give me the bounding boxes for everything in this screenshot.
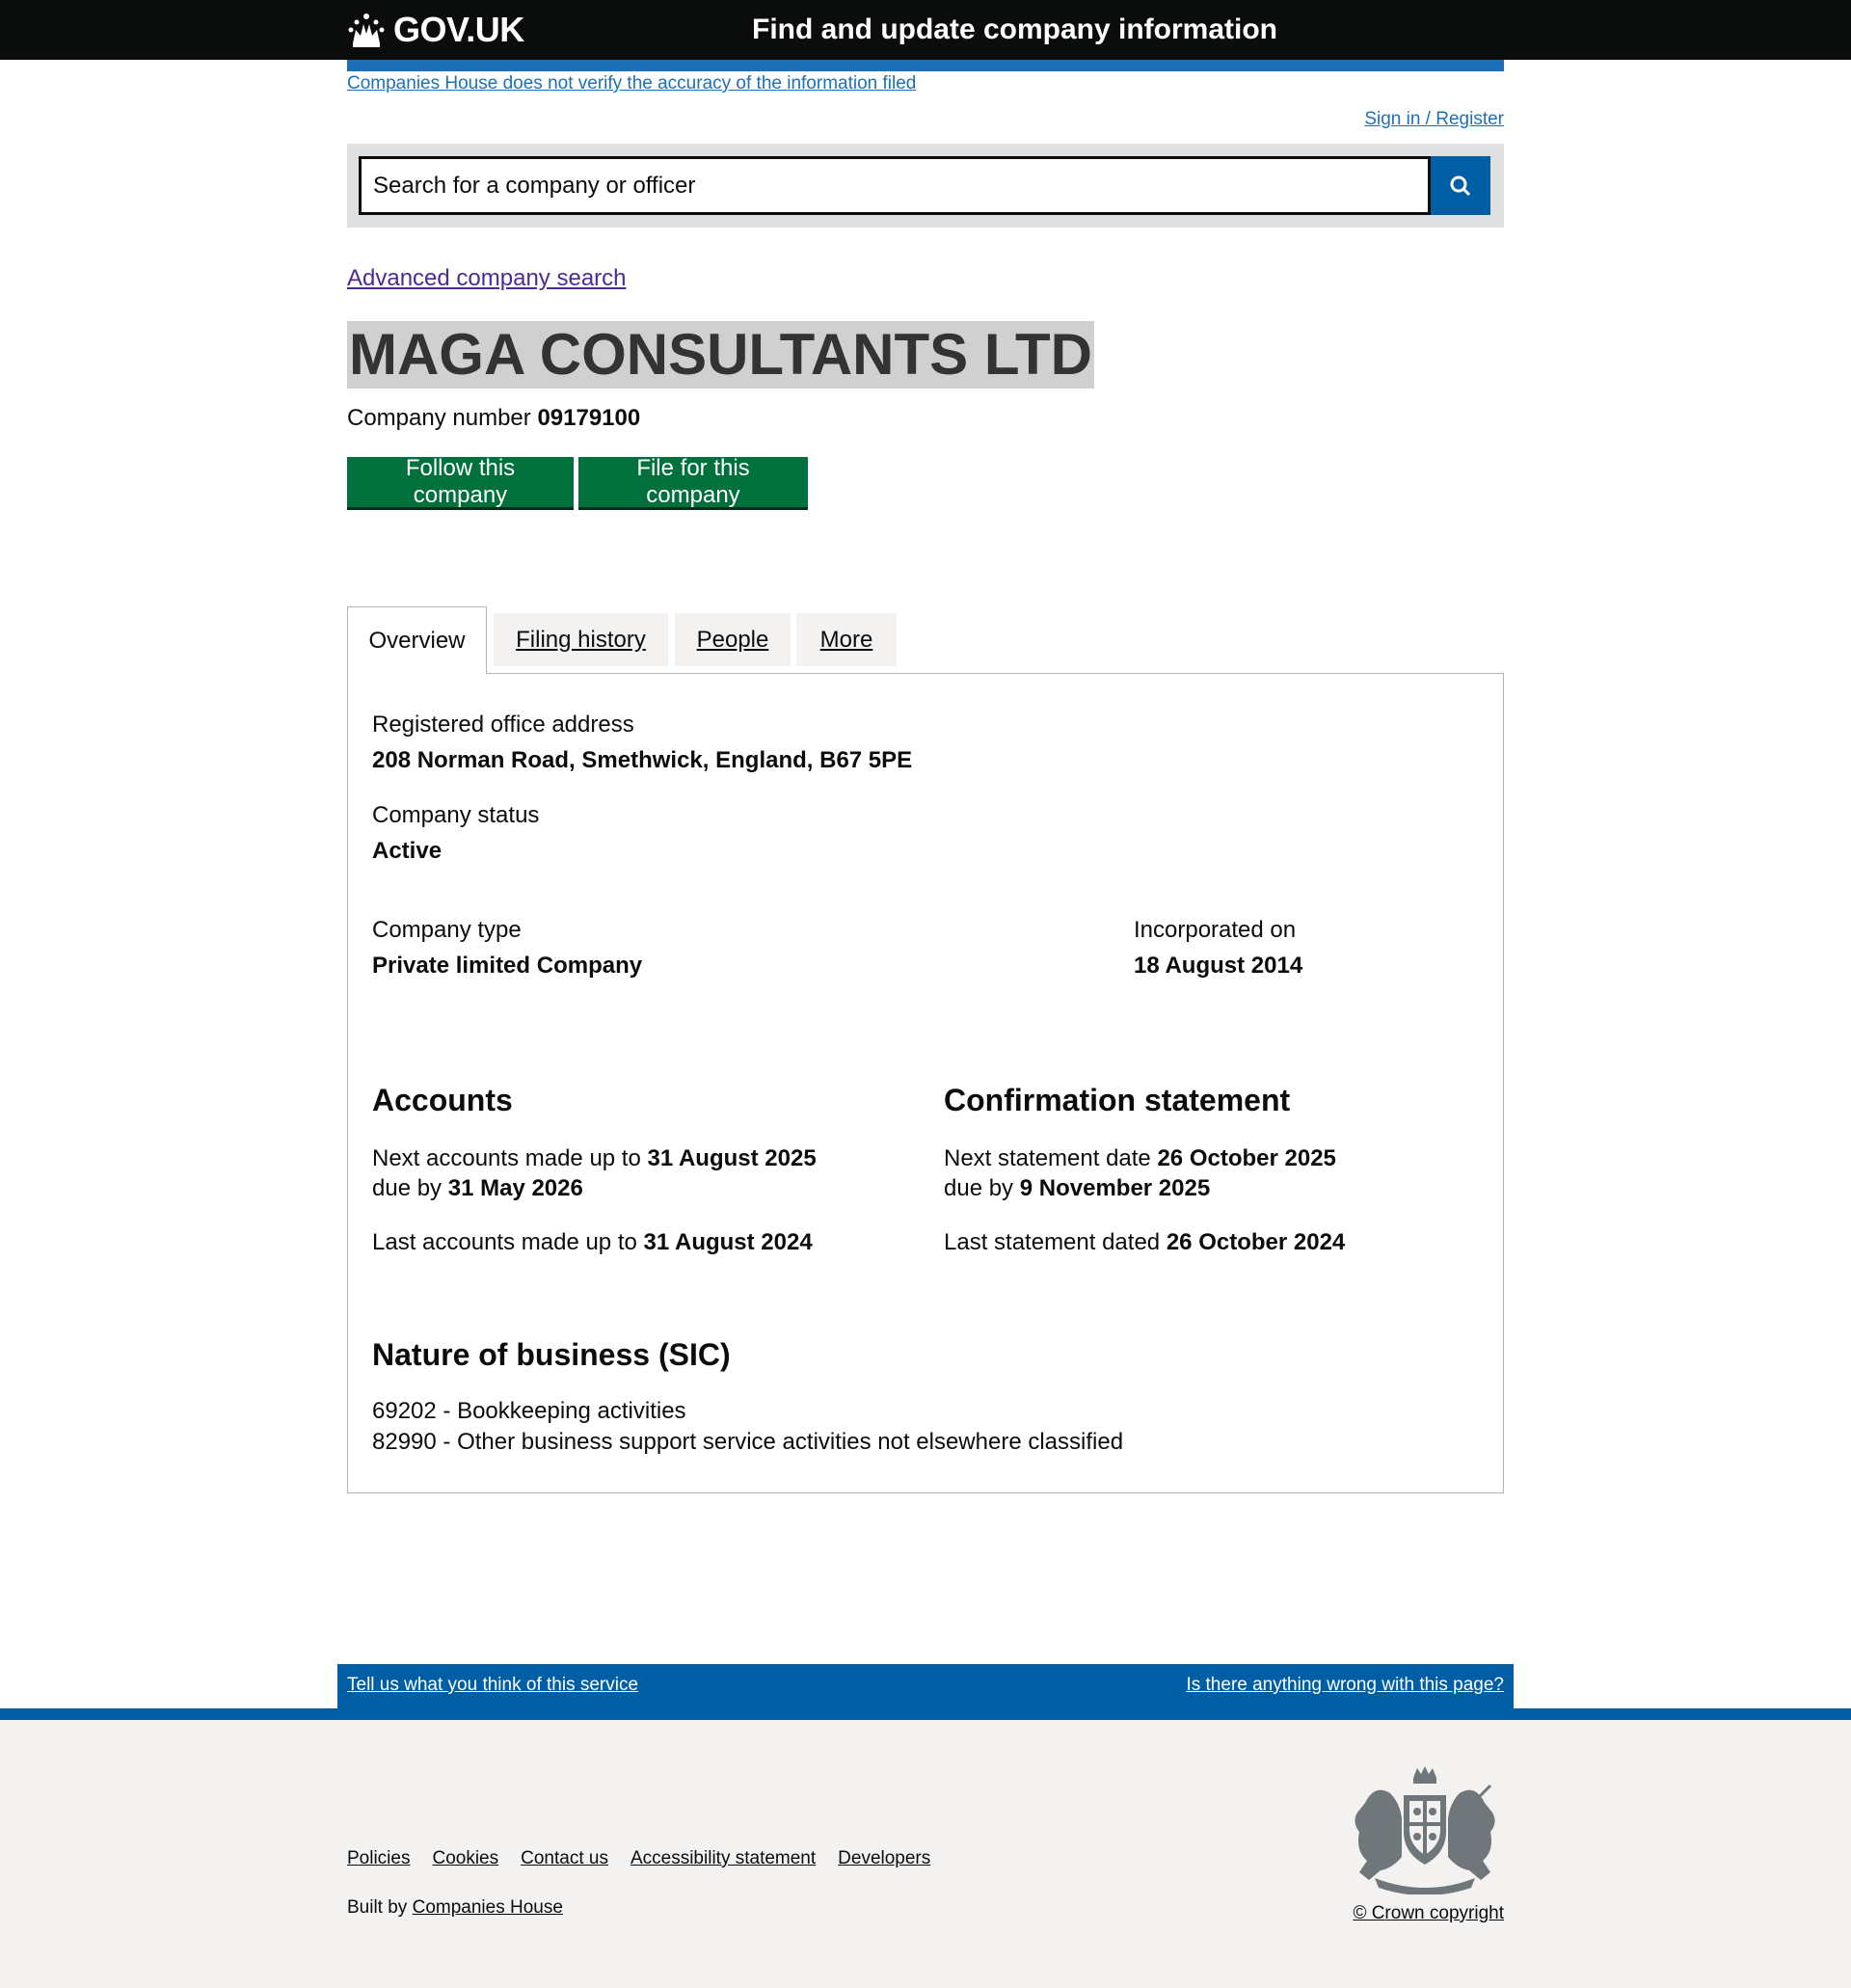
incorporated-value: 18 August 2014	[1134, 953, 1303, 979]
company-type-label: Company type	[372, 917, 522, 943]
verify-accuracy-link[interactable]: Companies House does not verify the accuracy of the information filed	[347, 73, 917, 94]
registered-office-label: Registered office address	[372, 712, 634, 738]
feedback-bar	[337, 1664, 1514, 1708]
footer-link-contact-us[interactable]: Contact us	[521, 1848, 608, 1868]
incorporated-label: Incorporated on	[1134, 917, 1297, 943]
last-statement-prefix: Last statement dated	[944, 1229, 1161, 1255]
search-icon	[1449, 175, 1472, 198]
search-input[interactable]	[359, 156, 1431, 215]
next-accounts	[372, 1145, 817, 1172]
tab-filing-history[interactable]: Filing history	[494, 613, 668, 666]
footer-link-developers[interactable]: Developers	[838, 1848, 931, 1868]
follow-company-button[interactable]: Follow this company	[347, 457, 574, 507]
last-accounts-prefix: Last accounts made up to	[372, 1229, 637, 1255]
govuk-logo-text: GOV.UK	[393, 10, 524, 49]
footer-links	[347, 1848, 930, 1869]
last-statement-date: 26 October 2024	[1166, 1229, 1346, 1255]
govuk-logo-link[interactable]	[347, 8, 524, 52]
sic-item: 69202 - Bookkeeping activities	[372, 1398, 686, 1424]
last-statement	[944, 1229, 1345, 1256]
footer-top-border	[0, 1708, 1851, 1720]
company-status-value: Active	[372, 838, 443, 864]
tab-people[interactable]: People	[675, 613, 791, 666]
accounts-heading: Accounts	[372, 1083, 513, 1117]
built-by	[347, 1897, 563, 1919]
tab-more[interactable]: More	[796, 613, 897, 666]
last-accounts-date: 31 August 2024	[643, 1229, 813, 1255]
confirmation-heading: Confirmation statement	[944, 1083, 1291, 1117]
crown-icon	[347, 11, 386, 49]
company-number-label: Company number	[347, 405, 531, 431]
next-accounts-prefix: Next accounts made up to	[372, 1145, 641, 1171]
company-type-value: Private limited Company	[372, 953, 643, 979]
advanced-search-link[interactable]: Advanced company search	[347, 265, 627, 291]
sic-item: 82990 - Other business support service activities not elsewhere classified	[372, 1429, 1124, 1455]
footer-link-cookies[interactable]: Cookies	[432, 1848, 499, 1868]
last-accounts	[372, 1229, 813, 1256]
crown-copyright-link[interactable]: © Crown copyright	[1353, 1903, 1504, 1923]
next-statement-prefix: Next statement date	[944, 1145, 1151, 1171]
sign-in-register-link[interactable]: Sign in / Register	[1364, 109, 1504, 129]
statement-due-prefix: due by	[944, 1175, 1014, 1201]
footer-link-accessibility[interactable]: Accessibility statement	[630, 1848, 817, 1868]
built-by-prefix: Built by	[347, 1897, 408, 1918]
accounts-due	[372, 1175, 583, 1202]
next-statement	[944, 1145, 1336, 1172]
company-number	[347, 405, 640, 432]
registered-office-value: 208 Norman Road, Smethwick, England, B67 5PE	[372, 747, 913, 773]
next-accounts-date: 31 August 2025	[647, 1145, 817, 1171]
file-for-company-button[interactable]: File for this company	[578, 457, 808, 507]
overview-panel	[347, 673, 1504, 1493]
report-page-problem-link[interactable]: Is there anything wrong with this page?	[1186, 1675, 1504, 1695]
accounts-due-prefix: due by	[372, 1175, 443, 1201]
company-number-value: 09179100	[537, 405, 641, 431]
page-title: MAGA CONSULTANTS LTD	[349, 322, 1093, 387]
service-name-link[interactable]: Find and update company information	[752, 13, 1278, 45]
search-bar	[347, 144, 1504, 228]
header-blue-bar	[347, 60, 1504, 71]
sic-heading: Nature of business (SIC)	[372, 1337, 731, 1372]
next-statement-date: 26 October 2025	[1157, 1145, 1336, 1171]
statement-due-date: 9 November 2025	[1019, 1175, 1211, 1201]
company-status-label: Company status	[372, 802, 540, 828]
search-button[interactable]	[1431, 156, 1490, 215]
royal-coat-of-arms-icon	[1346, 1764, 1504, 1894]
tab-overview[interactable]: Overview	[347, 606, 487, 674]
accounts-due-date: 31 May 2026	[447, 1175, 583, 1201]
companies-house-link[interactable]: Companies House	[412, 1897, 563, 1918]
footer-link-policies[interactable]: Policies	[347, 1848, 411, 1868]
govuk-header	[0, 0, 1851, 60]
feedback-service-link[interactable]: Tell us what you think of this service	[347, 1675, 639, 1695]
statement-due	[944, 1175, 1210, 1202]
